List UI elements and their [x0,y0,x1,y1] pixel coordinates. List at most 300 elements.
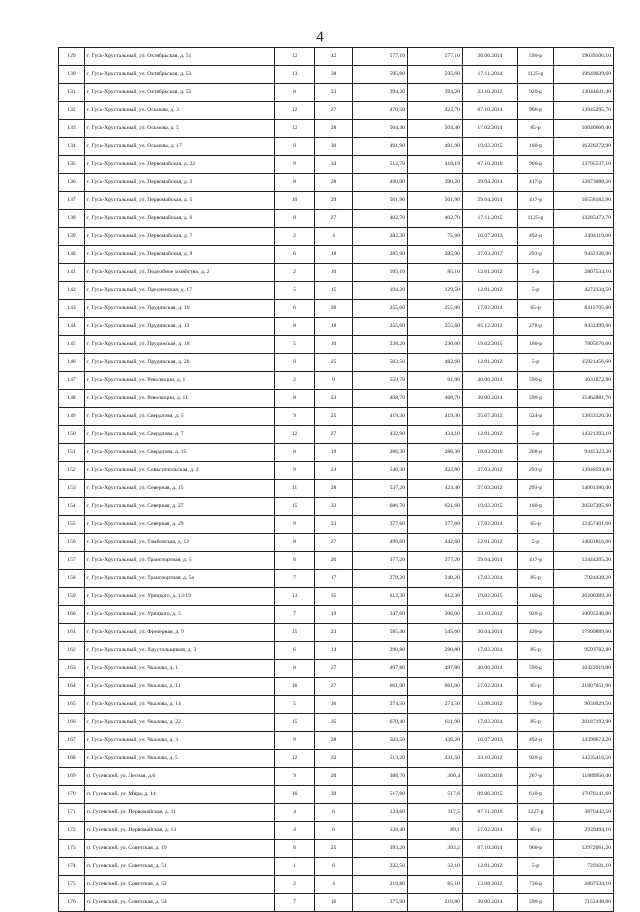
table-row [59,336,614,354]
table-row [59,552,614,570]
cell-decision-number: 293-р [518,246,554,264]
cell-decision-number: 267-р [518,768,554,786]
cell-decision-number: 5-р [518,534,554,552]
cell-decision-date: 27.03.2012 [463,480,518,498]
cell-floors: 9 [275,768,315,786]
cell-apartments: 6 [315,858,353,876]
cell-amount: 14001380,40 [554,480,614,498]
cell-decision-date: 12.01.2012 [463,264,518,282]
cell-floors: 7 [275,606,315,624]
cell-address: г. Гусь-Хрустальный, ул. Осьмова, д. 17 [85,138,275,156]
cell-address: г. Гусь-Хрустальный, ул. Революции, д. 11 [85,390,275,408]
cell-row-number: 166 [59,714,85,732]
cell-row-number: 164 [59,678,85,696]
cell-row-number: 162 [59,642,85,660]
cell-apartments: 16 [315,894,353,912]
cell-amount: 10095246,00 [554,606,614,624]
cell-total-area: 274,50 [353,696,408,714]
cell-row-number: 145 [59,336,85,354]
cell-amount: 8412705,00 [554,300,614,318]
table-row [59,156,614,174]
cell-living-area: 431,50 [408,750,463,768]
cell-living-area: 360,4 [408,768,463,786]
cell-decision-date: 23.10.2012 [463,606,518,624]
cell-address: г. Гусь-Хрустальный, ул. Подсобное хозяйство, д. 2 [85,264,275,282]
cell-decision-number: 160-р [518,498,554,516]
cell-amount: 2807534,10 [554,264,614,282]
cell-amount: 16422919,80 [554,660,614,678]
table-row [59,642,614,660]
cell-apartments: 18 [315,246,353,264]
cell-amount: 2494119,60 [554,228,614,246]
cell-decision-number: 293-р [518,480,554,498]
table-row [59,102,614,120]
cell-decision-number: 278-р [518,318,554,336]
cell-decision-number: 590-р [518,372,554,390]
cell-apartments: 27 [315,534,353,552]
table-row [59,120,614,138]
cell-total-area: 661,00 [353,678,408,696]
table-row [59,516,614,534]
cell-decision-number: 160-р [518,138,554,156]
cell-floors: 2 [275,228,315,246]
cell-decision-number: 85-р [518,120,554,138]
cell-address: г. Гусь-Хрустальный, ул. Осьмова, д. 5 [85,120,275,138]
cell-living-area: 216,80 [408,894,463,912]
cell-decision-number: 85-р [518,678,554,696]
table-row [59,696,614,714]
cell-decision-number: 966-р [518,102,554,120]
cell-amount: 9593782,80 [554,642,614,660]
cell-floors: 4 [275,804,315,822]
cell-living-area: 255,60 [408,318,463,336]
cell-living-area: 393,2 [408,840,463,858]
page-number: 4 [316,29,324,45]
cell-amount: 15462881,70 [554,390,614,408]
cell-decision-date: 30.04.2014 [463,624,518,642]
cell-amount: 17999889,60 [554,624,614,642]
cell-apartments: 28 [315,480,353,498]
cell-row-number: 158 [59,570,85,588]
table-row [59,498,614,516]
cell-decision-number: 524-р [518,408,554,426]
cell-total-area: 491,90 [353,138,408,156]
cell-floors: 16 [275,678,315,696]
cell-living-area: 75,60 [408,228,463,246]
cell-decision-number: 920-р [518,84,554,102]
cell-total-area: 612,30 [353,588,408,606]
cell-address: г. Гусь-Хрустальный, ул. Октябрьская, д. 55 [85,84,275,102]
cell-total-area: 419,30 [353,408,408,426]
cell-amount: 2939494,10 [554,822,614,840]
table-row [59,840,614,858]
cell-apartments: 23 [315,390,353,408]
cell-total-area: 393,20 [353,840,408,858]
cell-address: г. Гусь-Хрустальный, ул. Октябрьская, д. 53 [85,66,275,84]
cell-floors: 5 [275,336,315,354]
table-row [59,822,614,840]
cell-decision-date: 19.02.2015 [463,336,518,354]
cell-decision-number: 5-р [518,282,554,300]
cell-decision-date: 17.02.2014 [463,570,518,588]
cell-decision-date: 30.06.2014 [463,48,518,66]
cell-total-area: 255,00 [353,300,408,318]
cell-row-number: 161 [59,624,85,642]
cell-apartments: 33 [315,498,353,516]
cell-total-area: 286,30 [353,444,408,462]
table-row [59,300,614,318]
cell-apartments: 28 [315,120,353,138]
cell-amount: 16640660,40 [554,120,614,138]
cell-floors: 4 [275,822,315,840]
cell-total-area: 255,60 [353,318,408,336]
cell-living-area: 85,10 [408,876,463,894]
cell-total-area: 232,50 [353,858,408,876]
cell-row-number: 156 [59,534,85,552]
table-row [59,408,614,426]
cell-living-area: 611,90 [408,714,463,732]
cell-address: г. Гусь-Хрустальный, ул. Прудинская, д. 12 [85,318,275,336]
cell-address: г. Гусь-Хрустальный, ул. Свердлова, д. 5 [85,408,275,426]
cell-amount: 8432499,60 [554,318,614,336]
cell-apartments: 23 [315,84,353,102]
cell-apartments: 25 [315,840,353,858]
cell-amount: 13285473,70 [554,210,614,228]
cell-floors: 8 [275,210,315,228]
cell-address: п. Гусевский, ул. Советская, д. 52 [85,876,275,894]
cell-floors: 6 [275,642,315,660]
cell-row-number: 168 [59,750,85,768]
cell-decision-date: 17.02.2014 [463,714,518,732]
cell-address: п. Гусевский, ул. Лесная, д.6 [85,768,275,786]
cell-apartments: 39 [315,786,353,804]
cell-row-number: 147 [59,372,85,390]
table-row [59,606,614,624]
cell-decision-number: 736-р [518,876,554,894]
table-row [59,624,614,642]
cell-amount: 20507205,60 [554,498,614,516]
cell-floors: 6 [275,300,315,318]
cell-address: п. Гусевский, ул. Советская, д. 51 [85,858,275,876]
cell-row-number: 149 [59,408,85,426]
cell-address: г. Гусь-Хрустальный, ул. Фрезерная, д. 9 [85,624,275,642]
cell-floors: 9 [275,732,315,750]
cell-decision-date: 17.02.2014 [463,516,518,534]
cell-apartments: 35 [315,588,353,606]
cell-address: г. Гусь-Хрустальный, ул. Революции, д. 1 [85,372,275,390]
cell-living-area: 129,50 [408,282,463,300]
cell-floors: 12 [275,102,315,120]
cell-row-number: 144 [59,318,85,336]
cell-apartments: 27 [315,678,353,696]
cell-decision-number: 417-р [518,192,554,210]
cell-row-number: 135 [59,156,85,174]
cell-floors: 12 [275,426,315,444]
cell-total-area: 278,20 [353,570,408,588]
cell-amount: 9432126,90 [554,246,614,264]
cell-apartments: 42 [315,48,353,66]
table-row [59,588,614,606]
table-row [59,390,614,408]
cell-floors: 8 [275,318,315,336]
cell-decision-date: 17.02.2014 [463,678,518,696]
cell-decision-number: 966-р [518,156,554,174]
cell-floors: 2 [275,876,315,894]
cell-decision-number: 5-р [518,858,554,876]
cell-total-area: 537,20 [353,480,408,498]
cell-decision-date: 05.12.2013 [463,318,518,336]
cell-decision-date: 23.10.2012 [463,84,518,102]
cell-total-area: 577,10 [353,48,408,66]
cell-row-number: 132 [59,102,85,120]
cell-amount: 16558182,90 [554,192,614,210]
cell-apartments: 26 [315,552,353,570]
cell-floors: 7 [275,894,315,912]
cell-floors: 9 [275,354,315,372]
cell-amount: 13945295,70 [554,102,614,120]
cell-living-area: 491,90 [408,138,463,156]
cell-decision-number: 5-р [518,264,554,282]
cell-floors: 8 [275,534,315,552]
table-row [59,462,614,480]
cell-row-number: 163 [59,660,85,678]
cell-living-area: 285,90 [408,246,463,264]
cell-decision-date: 17.02.2014 [463,120,518,138]
cell-living-area: 504,40 [408,120,463,138]
cell-decision-date: 19.02.2015 [463,498,518,516]
cell-decision-number: 85-р [518,516,554,534]
cell-living-area: 577,10 [408,48,463,66]
cell-address: г. Гусь-Хрустальный, ул. Чкалова, д. 11 [85,678,275,696]
cell-living-area: 621,60 [408,498,463,516]
table-row [59,876,614,894]
cell-living-area: 117,5 [408,804,463,822]
cell-living-area: 91,90 [408,372,463,390]
cell-amount: 13795537,10 [554,156,614,174]
cell-floors: 2 [275,264,315,282]
cell-decision-number: 160-р [518,336,554,354]
cell-amount: 17076141,60 [554,786,614,804]
cell-address: г. Гусь-Хрустальный, ул. Прудинская, д. 28 [85,354,275,372]
cell-living-area: 377,20 [408,552,463,570]
cell-floors: 9 [275,516,315,534]
cell-total-area: 470,50 [353,102,408,120]
cell-amount: 14390674,20 [554,732,614,750]
cell-living-area: 390,20 [408,174,463,192]
cell-decision-number: 590-р [518,894,554,912]
cell-decision-number: 420-р [518,624,554,642]
cell-decision-number: 160-р [518,588,554,606]
cell-address: г. Гусь-Хрустальный, ул. Чкалова, д. 14 [85,696,275,714]
cell-decision-number: 293-р [518,462,554,480]
cell-floors: 8 [275,552,315,570]
cell-address: г. Гусь-Хрустальный, ул. Северная, д. 29 [85,516,275,534]
cell-apartments: 27 [315,426,353,444]
cell-living-area: 236,60 [408,336,463,354]
cell-address: г. Гусь-Хрустальный, ул. Первомайская, д. 7 [85,228,275,246]
cell-address: г. Гусь-Хрустальный, ул. Прудинская, д. 18 [85,336,275,354]
cell-living-area: 419,30 [408,408,463,426]
cell-row-number: 131 [59,84,85,102]
cell-decision-date: 13.08.2012 [463,876,518,894]
cell-apartments: 9 [315,372,353,390]
cell-decision-date: 17.02.2014 [463,822,518,840]
cell-total-area: 490,00 [353,174,408,192]
table-row [59,480,614,498]
cell-apartments: 28 [315,732,353,750]
table-row [59,84,614,102]
cell-address: г. Гусь-Хрустальный, ул. Чкалова, д. 5 [85,750,275,768]
cell-decision-number: 736-р [518,696,554,714]
cell-apartments: 17 [315,570,353,588]
cell-decision-date: 13.08.2012 [463,696,518,714]
cell-decision-number: 5-р [518,426,554,444]
cell-living-area: 418,19 [408,156,463,174]
cell-address: п. Гусевский, ул. Первомайская, д. 13 [85,822,275,840]
cell-living-area: 402,70 [408,210,463,228]
cell-decision-number: 85-р [518,822,554,840]
cell-address: г. Гусь-Хрустальный, ул. Осьмова, д. 3 [85,102,275,120]
cell-row-number: 175 [59,876,85,894]
cell-address: г. Гусь-Хрустальный, ул. Свердлова, д. 7 [85,426,275,444]
cell-amount: 12972061,20 [554,840,614,858]
cell-total-area: 595,60 [353,66,408,84]
cell-amount: 7924438,20 [554,570,614,588]
cell-floors: 8 [275,174,315,192]
cell-apartments: 28 [315,174,353,192]
cell-total-area: 497,80 [353,660,408,678]
cell-row-number: 139 [59,228,85,246]
cell-total-area: 546,30 [353,462,408,480]
cell-decision-number: 966-р [518,840,554,858]
cell-living-area: 497,80 [408,660,463,678]
cell-decision-date: 18.03.2016 [463,444,518,462]
cell-address: г. Гусь-Хрустальный, ул. Урицкого, д. 5 [85,606,275,624]
cell-decision-date: 29.04.2014 [463,192,518,210]
cell-amount: 19039106,10 [554,48,614,66]
table-row [59,426,614,444]
cell-apartments: 10 [315,264,353,282]
cell-amount: 12457401,60 [554,516,614,534]
cell-amount: 16228272,90 [554,138,614,156]
table-row [59,264,614,282]
cell-decision-date: 30.06.2014 [463,372,518,390]
cell-row-number: 153 [59,480,85,498]
cell-total-area: 105,10 [353,264,408,282]
cell-amount: 20187193,90 [554,714,614,732]
cell-apartments: 25 [315,354,353,372]
cell-decision-date: 09.06.2015 [463,786,518,804]
cell-total-area: 377,20 [353,552,408,570]
cell-amount: 9056029,50 [554,696,614,714]
cell-address: г. Гусь-Хрустальный, ул. Прудинская, д. 10 [85,300,275,318]
cell-decision-number: 492-р [518,228,554,246]
cell-floors: 8 [275,840,315,858]
cell-row-number: 155 [59,516,85,534]
cell-amount: 15921456,60 [554,354,614,372]
cell-total-area: 496,60 [353,534,408,552]
cell-decision-number: 417-р [518,552,554,570]
cell-amount: 14601816,60 [554,534,614,552]
cell-amount: 13833126,30 [554,408,614,426]
cell-total-area: 503,50 [353,732,408,750]
cell-decision-date: 12.01.2012 [463,426,518,444]
cell-address: г. Гусь-Хрустальный, ул. Первомайская, д. 3 [85,174,275,192]
cell-decision-date: 18.03.2016 [463,768,518,786]
cell-decision-number: 610-р [518,786,554,804]
table-row [59,228,614,246]
cell-decision-number: 268-р [518,444,554,462]
cell-row-number: 136 [59,174,85,192]
cell-decision-date: 30.06.2014 [463,660,518,678]
cell-apartments: 23 [315,516,353,534]
cell-amount: 2807534,10 [554,876,614,894]
cell-living-area: 468,70 [408,390,463,408]
cell-floors: 5 [275,696,315,714]
cell-floors: 16 [275,786,315,804]
cell-floors: 5 [275,282,315,300]
cell-apartments: 14 [315,642,353,660]
cell-decision-number: 85-р [518,642,554,660]
table-row [59,750,614,768]
cell-address: г. Гусь-Хрустальный, ул. Чкалова, д. 3 [85,732,275,750]
cell-address: п. Гусевский, ул. Советская, д. 54 [85,894,275,912]
table-body [59,48,614,912]
cell-total-area: 128,40 [353,822,408,840]
cell-floors: 2 [275,372,315,390]
cell-apartments: 35 [315,714,353,732]
cell-total-area: 347,60 [353,606,408,624]
cell-address: г. Гусь-Хрустальный, ул. Северная, д. 27 [85,498,275,516]
cell-decision-date: 07.10.2014 [463,840,518,858]
cell-decision-number: 590-р [518,48,554,66]
cell-row-number: 150 [59,426,85,444]
cell-amount: 3031872,90 [554,372,614,390]
cell-address: г. Гусь-Хрустальный, ул. Первомайская, д. 6 [85,210,275,228]
cell-living-area: 517,6 [408,786,463,804]
cell-decision-number: 920-р [518,606,554,624]
cell-row-number: 129 [59,48,85,66]
cell-apartments: 6 [315,822,353,840]
cell-living-area: 85,10 [408,264,463,282]
cell-amount: 9445323,30 [554,444,614,462]
cell-living-area: 436,20 [408,732,463,750]
cell-decision-date: 19.02.2015 [463,588,518,606]
cell-total-area: 134,60 [353,804,408,822]
table-row [59,174,614,192]
cell-amount: 14235416,50 [554,750,614,768]
cell-decision-date: 12.01.2012 [463,858,518,876]
cell-decision-date: 07.10.2016 [463,156,518,174]
cell-total-area: 388,70 [353,768,408,786]
cell-decision-date: 17.11.2015 [463,210,518,228]
cell-decision-number: 1125-р [518,210,554,228]
cell-decision-date: 27.03.2012 [463,462,518,480]
cell-total-area: 501,90 [353,192,408,210]
cell-living-area: 422,70 [408,102,463,120]
cell-row-number: 133 [59,120,85,138]
cell-apartments: 24 [315,462,353,480]
cell-amount: 13948594,80 [554,462,614,480]
cell-row-number: 154 [59,498,85,516]
cell-amount: 12444205,20 [554,552,614,570]
cell-living-area: 377,60 [408,516,463,534]
cell-floors: 15 [275,624,315,642]
cell-row-number: 173 [59,840,85,858]
cell-total-area: 219,80 [353,876,408,894]
cell-total-area: 375,90 [353,894,408,912]
table-row [59,354,614,372]
